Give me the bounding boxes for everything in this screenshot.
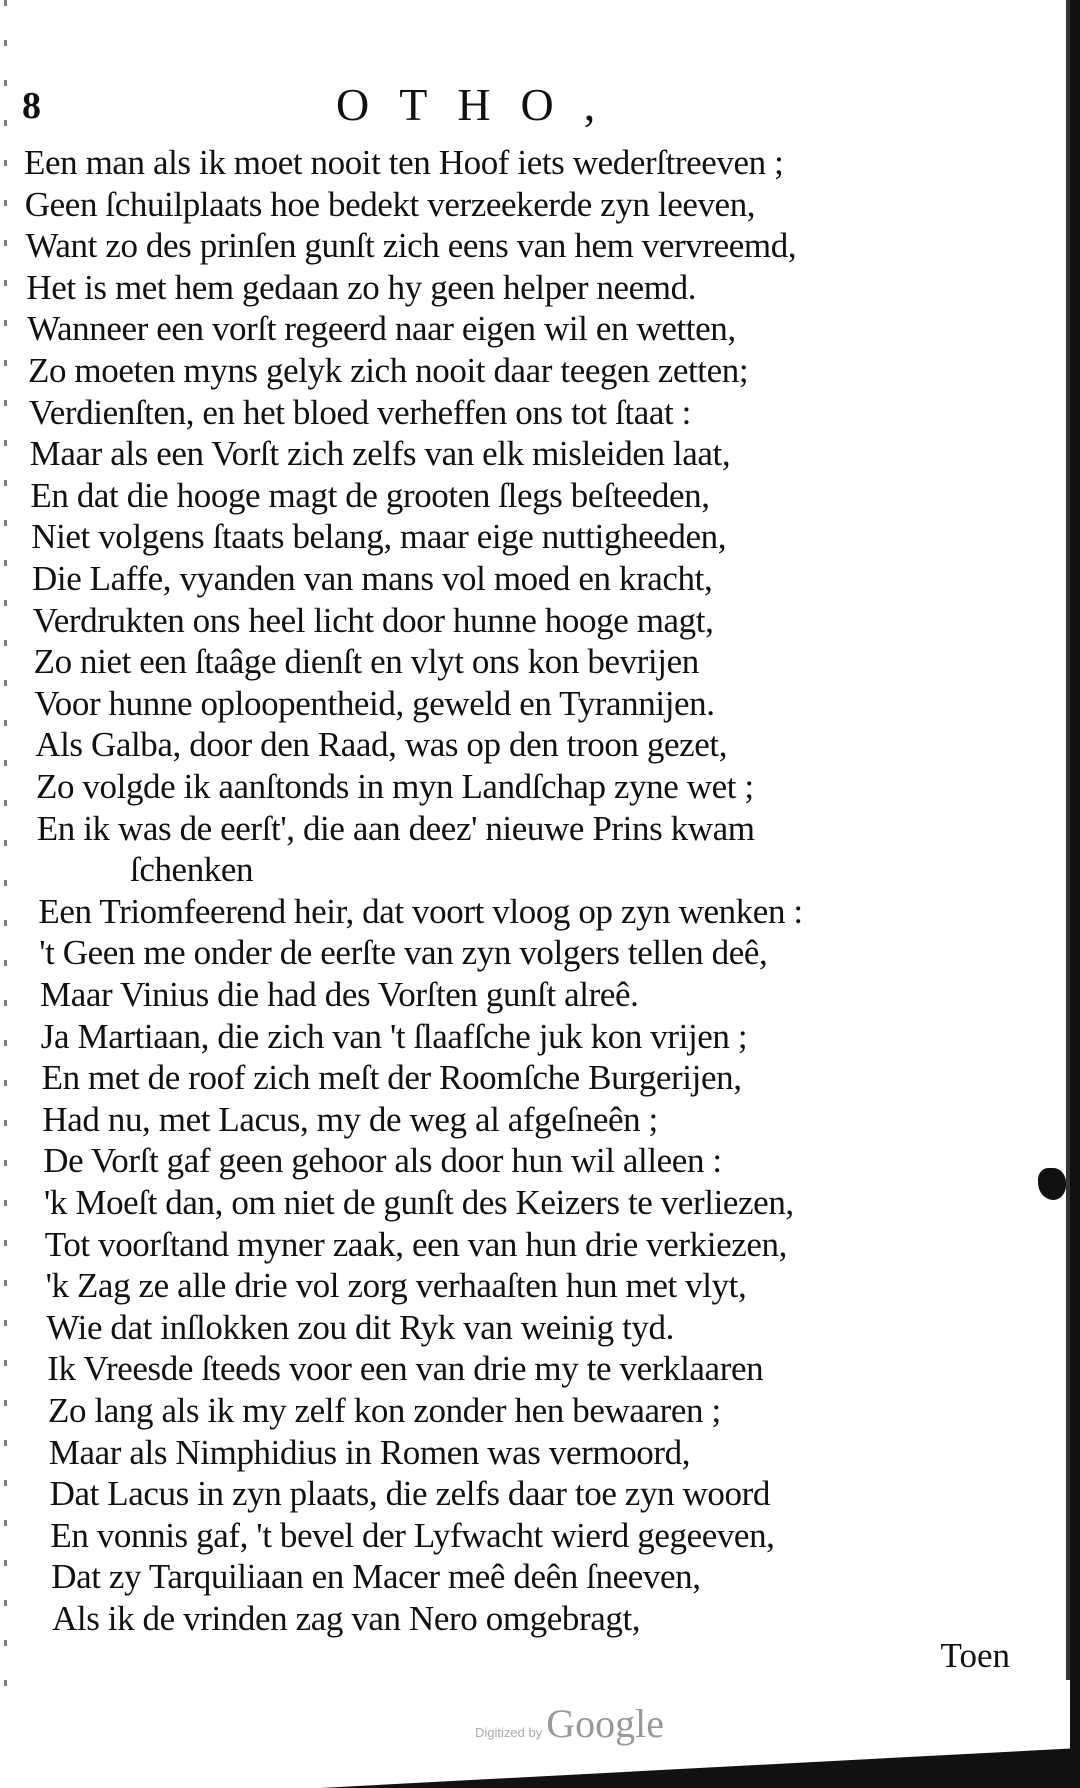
verse-line: En vonnis gaf, 't bevel der Lyfwacht wierd gegeeven, (50, 1515, 775, 1555)
verse-line: Tot voorſtand myner zaak, een van hun drie verkiezen, (44, 1224, 787, 1264)
bottom-scan-shadow (320, 1748, 1080, 1788)
google-logo: Google (546, 1701, 664, 1746)
page-edge-shadow (1070, 0, 1080, 1788)
page-number: 8 (22, 85, 41, 127)
verse-line: Een Triomfeerend heir, dat voort vloog op zyn wenken : (38, 891, 803, 931)
verse-line: De Vorſt gaf geen gehoor als door hun wil alleen : (43, 1141, 722, 1181)
ink-blot (1038, 1168, 1066, 1200)
digitized-watermark (475, 1700, 664, 1747)
verse-line: Dat Lacus in zyn plaats, die zelfs daar toe zyn woord (49, 1474, 770, 1514)
verse-line: Het is met hem gedaan zo hy geen helper neemd. (26, 267, 697, 307)
verse-line: Voor hunne oploopentheid, geweld en Tyrannijen. (34, 683, 715, 723)
verse-line: Zo niet een ſtaâge dienſt en vlyt ons kon bevrijen (33, 642, 699, 682)
catchword: Toen (940, 1636, 1010, 1675)
verse-line: Verdienſten, en het bloed verheffen ons tot ſtaat : (28, 392, 691, 432)
verse-line: ſchenken (130, 850, 254, 890)
left-edge-specks (4, 0, 7, 1690)
verse-line: Een man als ik moet nooit ten Hoof iets wederſtreeven ; (24, 143, 784, 182)
verse-line: Geen ſchuilplaats hoe bedekt verzeekerde zyn leeven, (24, 184, 756, 224)
verse-line: En ik was de eerſt', die aan deez' nieuwe Prins kwam (36, 808, 755, 848)
verse-line: Wie dat inſlokken zou dit Ryk van weinig tyd. (46, 1307, 674, 1347)
verse-line: Zo moeten myns gelyk zich nooit daar teegen zetten; (28, 351, 749, 390)
verse-line: Want zo des prinſen gunſt zich eens van hem vervreemd, (25, 226, 797, 266)
verse-line: Zo lang als ik my zelf kon zonder hen bewaaren ; (48, 1391, 721, 1430)
running-head: OTHO, (336, 79, 626, 130)
verse-line: Maar als een Vorſt zich zelfs van elk misleiden laat, (29, 434, 731, 474)
verse-line: 'k Moeſt dan, om niet de gunſt des Keizers te verliezen, (44, 1183, 794, 1222)
verse-line: Niet volgens ſtaats belang, maar eige nuttigheeden, (31, 517, 727, 557)
verse-line: Verdrukten ons heel licht door hunne hooge magt, (32, 600, 714, 640)
verse-line: En dat die hooge magt de grooten ſlegs beſteeden, (30, 475, 710, 515)
verse-line: Als ik de vrinden zag van Nero omgebragt, (52, 1599, 641, 1638)
page-edge-line (1066, 0, 1070, 1680)
verse-line: En met de roof zich meſt der Roomſche Burgerijen, (41, 1058, 742, 1098)
verse-line: Had nu, met Lacus, my de weg al afgeſneên ; (42, 1099, 658, 1139)
verse-line: Dat zy Tarquiliaan en Macer meê deên ſneeven, (51, 1557, 701, 1597)
page-header (0, 78, 1080, 138)
verse-line: 'k Zag ze alle drie vol zorg verhaaſten hun met vlyt, (45, 1266, 747, 1306)
verse-line: Die Laffe, vyanden van mans vol moed en kracht, (32, 559, 713, 598)
verse-line: Zo volgde ik aanſtonds in myn Landſchap zyne wet ; (36, 767, 754, 806)
verse-line: Maar als Nimphidius in Romen was vermoord, (48, 1432, 691, 1472)
verse-line: Wanneer een vorſt regeerd naar eigen wil en wetten, (27, 309, 736, 349)
verse-line: 't Geen me onder de eerſte van zyn volgers tellen deê, (39, 933, 768, 973)
verse-line: Maar Vinius die had des Vorſten gunſt alreê. (40, 975, 639, 1014)
verse-line: Ik Vreesde ſteeds voor een van drie my te verklaaren (47, 1349, 764, 1389)
verse-line: Ja Martiaan, die zich van 't ſlaafſche juk kon vrijen ; (40, 1016, 748, 1056)
watermark-prefix: Digitized by (475, 1725, 543, 1740)
verse-line: Als Galba, door den Raad, was op den troon gezet, (35, 725, 728, 765)
